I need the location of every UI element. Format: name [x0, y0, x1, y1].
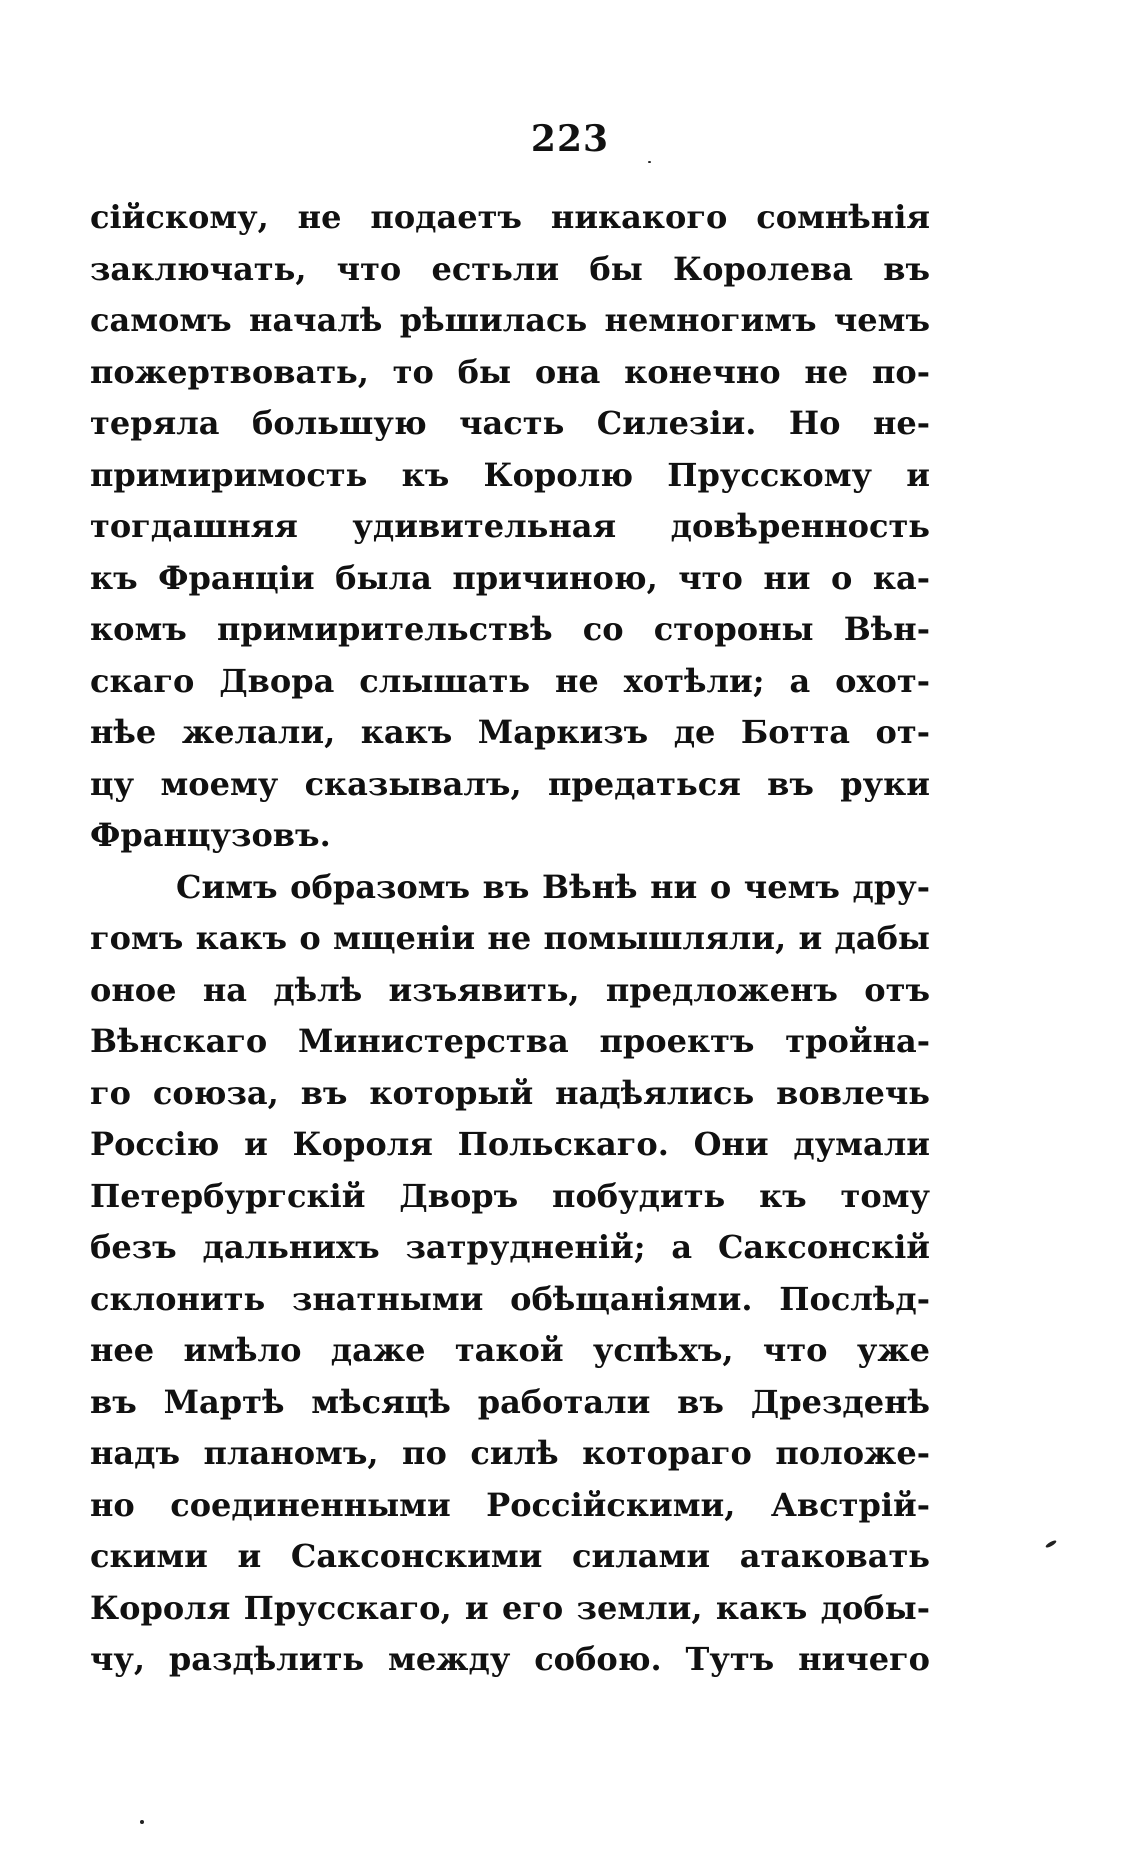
text-line: нее имѣло даже такой успѣхъ, что уже: [90, 1331, 930, 1369]
ink-speck: [648, 161, 651, 163]
ink-speck: [1045, 1539, 1057, 1548]
text-line: сійскому, не подаетъ никакого сомнѣнія: [90, 198, 930, 236]
text-line: въ Мартѣ мѣсяцѣ работали въ Дрезденѣ: [90, 1382, 930, 1421]
text-line: скими и Саксонскими силами атаковать: [90, 1537, 930, 1575]
text-line: теряла большую часть Силезіи. Но не-: [90, 404, 930, 442]
text-line: гомъ какъ о мщеніи не помышляли, и дабы: [90, 919, 930, 957]
text-line: комъ примирительствѣ со стороны Вѣн-: [90, 610, 930, 648]
text-line: тогдашняя удивительная довѣренность: [90, 507, 930, 545]
text-line: склонить знатными обѣщаніями. Послѣд-: [90, 1279, 930, 1318]
text-line: оное на дѣлѣ изъявить, предложенъ отъ: [90, 970, 930, 1009]
text-line: примиримость къ Королю Прусскому и: [90, 455, 930, 494]
text-line: го союза, въ который надѣялись вовлечь: [90, 1073, 930, 1112]
text-line: надъ планомъ, по силѣ котораго положе-: [90, 1434, 930, 1472]
text-line: Россію и Короля Польскаго. Они думали: [90, 1125, 930, 1163]
text-line: чу, раздѣлить между собою. Тутъ ничего: [90, 1640, 930, 1678]
ink-speck: [140, 1820, 144, 1824]
text-line: Французовъ.: [90, 816, 331, 854]
text-line: скаго Двора слышать не хотѣли; а охот-: [90, 661, 930, 700]
text-line: пожертвовать, то бы она конечно не по-: [90, 352, 930, 391]
text-line: къ Франціи была причиною, что ни о ка-: [90, 558, 930, 597]
paragraph-1: [90, 192, 930, 862]
text-line: цу моему сказывалъ, предаться въ руки: [90, 764, 930, 803]
text-line: Петербургскій Дворъ побудить къ тому: [90, 1176, 930, 1215]
text-line: Вѣнскаго Министерства проектъ тройна-: [90, 1022, 930, 1060]
text-line: нѣе желали, какъ Маркизъ де Ботта от-: [90, 713, 930, 751]
page-number: 223: [530, 118, 610, 160]
text-line: Симъ образомъ въ Вѣнѣ ни о чемъ дру-: [176, 867, 930, 906]
body-text: [90, 192, 930, 1686]
text-line: безъ дальнихъ затрудненій; а Саксонскій: [90, 1228, 930, 1266]
text-line: но соединенными Россійскими, Австрій-: [90, 1485, 930, 1524]
paragraph-2: [90, 862, 930, 1686]
text-line: Короля Прусскаго, и его земли, какъ добы-: [90, 1588, 930, 1627]
text-line: самомъ началѣ рѣшилась немногимъ чемъ: [90, 301, 930, 339]
text-line: заключать, что естьли бы Королева въ: [90, 249, 930, 288]
